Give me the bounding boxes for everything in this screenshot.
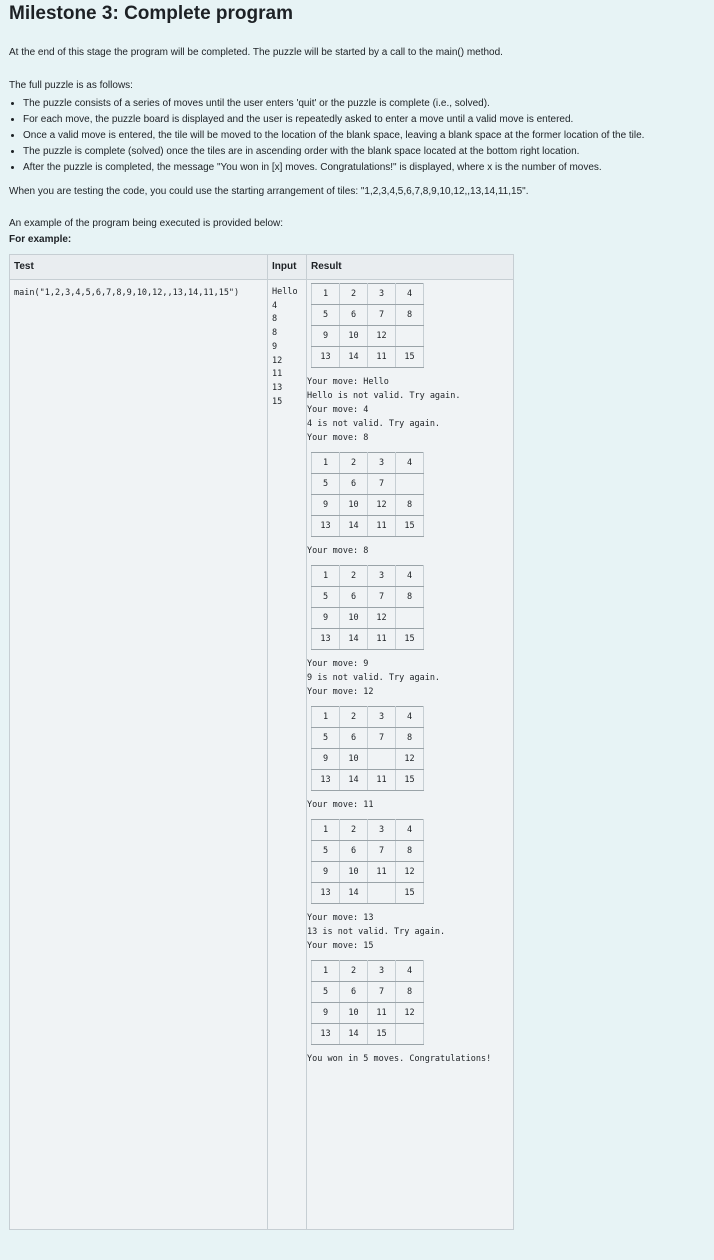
- board-tile: 2: [340, 566, 368, 587]
- test-code: main("1,2,3,4,5,6,7,8,9,10,12,,13,14,11,15"): [14, 288, 240, 298]
- board-tile: 2: [340, 707, 368, 728]
- testing-note: When you are testing the code, you could use the starting arrangement of tiles: "1,2,3,4,5,6,7,8,9,10,12,,13,14,11,15".: [9, 186, 529, 197]
- board-tile: 9: [312, 608, 340, 629]
- board-tile: 4: [396, 453, 424, 474]
- rules-list: [9, 96, 644, 176]
- board-tile: 14: [340, 770, 368, 791]
- board-tile: 5: [312, 474, 340, 495]
- board-tile: 9: [312, 862, 340, 883]
- board-row: [312, 495, 424, 516]
- board-tile: 6: [340, 728, 368, 749]
- console-line: Your move: 8: [307, 433, 369, 443]
- full-puzzle-heading: The full puzzle is as follows:: [9, 80, 133, 91]
- puzzle-board: [311, 565, 424, 650]
- board-tile: 10: [340, 326, 368, 347]
- board-row: [312, 820, 424, 841]
- board-tile: 8: [396, 495, 424, 516]
- board-tile: 5: [312, 841, 340, 862]
- intro-text: At the end of this stage the program will be completed. The puzzle will be started by a call to the main() method.: [9, 47, 503, 58]
- example-intro: An example of the program being executed is provided below:: [9, 218, 284, 229]
- console-line: 13 is not valid. Try again.: [307, 927, 446, 937]
- board-tile: 9: [312, 749, 340, 770]
- board-row: [312, 453, 424, 474]
- board-tile: 7: [368, 841, 396, 862]
- board-tile: 3: [368, 284, 396, 305]
- example-table: [9, 254, 514, 1230]
- list-item: • After the puzzle is completed, the message "You won in [x] moves. Congratulations!" is displayed, where x is the number of moves.: [23, 160, 644, 176]
- board-row: [312, 305, 424, 326]
- board-tile: 14: [340, 1024, 368, 1045]
- board-tile: 3: [368, 820, 396, 841]
- board-tile: 7: [368, 474, 396, 495]
- board-row: [312, 770, 424, 791]
- board-tile: 5: [312, 728, 340, 749]
- board-tile: 3: [368, 453, 396, 474]
- board-tile: 6: [340, 841, 368, 862]
- board-tile: 1: [312, 453, 340, 474]
- board-row: [312, 862, 424, 883]
- board-tile: 3: [368, 707, 396, 728]
- console-line: Your move: Hello: [307, 377, 389, 387]
- board-tile: [396, 1024, 424, 1045]
- puzzle-board: [311, 819, 424, 904]
- board-row: [312, 566, 424, 587]
- board-tile: 8: [396, 305, 424, 326]
- board-row: [312, 474, 424, 495]
- board-tile: [396, 608, 424, 629]
- board-tile: 8: [396, 587, 424, 608]
- board-row: [312, 608, 424, 629]
- board-tile: 15: [396, 629, 424, 650]
- board-row: [312, 326, 424, 347]
- board-tile: 9: [312, 495, 340, 516]
- board-row: [312, 629, 424, 650]
- table-row: [10, 280, 514, 1230]
- board-tile: 8: [396, 982, 424, 1003]
- board-tile: 10: [340, 608, 368, 629]
- puzzle-board: [311, 960, 424, 1045]
- board-tile: 4: [396, 961, 424, 982]
- board-tile: 2: [340, 453, 368, 474]
- board-tile: 4: [396, 284, 424, 305]
- console-line: Your move: 8: [307, 546, 369, 556]
- board-row: [312, 982, 424, 1003]
- console-line: 9 is not valid. Try again.: [307, 673, 441, 683]
- board-tile: 6: [340, 587, 368, 608]
- console-line: Your move: 13: [307, 913, 374, 923]
- board-tile: 1: [312, 284, 340, 305]
- board-tile: 5: [312, 587, 340, 608]
- board-tile: 11: [368, 770, 396, 791]
- board-tile: 15: [396, 883, 424, 904]
- board-row: [312, 347, 424, 368]
- puzzle-board: [311, 706, 424, 791]
- board-tile: 11: [368, 347, 396, 368]
- board-row: [312, 284, 424, 305]
- board-tile: 14: [340, 883, 368, 904]
- board-tile: 10: [340, 862, 368, 883]
- board-tile: 14: [340, 516, 368, 537]
- board-tile: 10: [340, 749, 368, 770]
- board-tile: 5: [312, 305, 340, 326]
- board-row: [312, 1003, 424, 1024]
- board-tile: 4: [396, 707, 424, 728]
- console-line: Your move: 15: [307, 941, 374, 951]
- puzzle-board: [311, 452, 424, 537]
- board-tile: 15: [396, 516, 424, 537]
- board-row: [312, 707, 424, 728]
- board-tile: 11: [368, 1003, 396, 1024]
- board-tile: 4: [396, 566, 424, 587]
- board-tile: 14: [340, 347, 368, 368]
- header-result: Result: [307, 255, 514, 280]
- board-tile: 13: [312, 770, 340, 791]
- board-row: [312, 587, 424, 608]
- board-tile: 14: [340, 629, 368, 650]
- board-tile: 11: [368, 516, 396, 537]
- board-tile: 11: [368, 629, 396, 650]
- board-tile: 13: [312, 883, 340, 904]
- board-tile: 2: [340, 820, 368, 841]
- board-row: [312, 749, 424, 770]
- board-tile: 6: [340, 305, 368, 326]
- board-tile: 8: [396, 728, 424, 749]
- board-tile: 7: [368, 305, 396, 326]
- console-line: Your move: 12: [307, 687, 374, 697]
- list-item: • The puzzle consists of a series of moves until the user enters 'quit' or the puzzle is complete (i.e., solved).: [23, 96, 644, 112]
- board-row: [312, 1024, 424, 1045]
- board-tile: 12: [368, 495, 396, 516]
- board-tile: [396, 326, 424, 347]
- board-tile: 9: [312, 326, 340, 347]
- header-test: Test: [10, 255, 268, 280]
- input-text: Hello 4 8 8 9 12 11 13 15: [272, 287, 298, 407]
- board-tile: 6: [340, 474, 368, 495]
- board-tile: 8: [396, 841, 424, 862]
- board-tile: [368, 749, 396, 770]
- board-tile: 1: [312, 566, 340, 587]
- puzzle-board: [311, 283, 424, 368]
- board-row: [312, 728, 424, 749]
- board-tile: 7: [368, 982, 396, 1003]
- board-tile: 12: [368, 326, 396, 347]
- board-tile: 12: [396, 862, 424, 883]
- board-tile: 15: [368, 1024, 396, 1045]
- result-output: [307, 283, 513, 1070]
- console-line: Hello is not valid. Try again.: [307, 391, 461, 401]
- board-tile: 1: [312, 961, 340, 982]
- board-tile: 7: [368, 587, 396, 608]
- board-tile: 2: [340, 961, 368, 982]
- board-row: [312, 841, 424, 862]
- board-tile: 9: [312, 1003, 340, 1024]
- board-tile: 3: [368, 566, 396, 587]
- board-row: [312, 516, 424, 537]
- for-example-label: For example:: [9, 234, 72, 245]
- board-tile: 12: [396, 749, 424, 770]
- board-row: [312, 883, 424, 904]
- board-tile: 1: [312, 707, 340, 728]
- console-line: Your move: 9: [307, 659, 369, 669]
- board-tile: [396, 474, 424, 495]
- test-cell: [10, 280, 268, 1230]
- board-tile: 10: [340, 495, 368, 516]
- board-tile: 3: [368, 961, 396, 982]
- board-tile: 12: [396, 1003, 424, 1024]
- board-tile: 6: [340, 982, 368, 1003]
- board-tile: 4: [396, 820, 424, 841]
- page-title: Milestone 3: Complete program: [9, 3, 293, 24]
- console-line: You won in 5 moves. Congratulations!: [307, 1054, 492, 1064]
- result-cell: [307, 280, 514, 1230]
- board-tile: 2: [340, 284, 368, 305]
- board-tile: 5: [312, 982, 340, 1003]
- list-item: • The puzzle is complete (solved) once the tiles are in ascending order with the blank space located at the bottom right location.: [23, 144, 644, 160]
- board-tile: 13: [312, 629, 340, 650]
- board-tile: 10: [340, 1003, 368, 1024]
- console-line: 4 is not valid. Try again.: [307, 419, 441, 429]
- list-item: • For each move, the puzzle board is displayed and the user is repeatedly asked to enter a move until a valid move is entered.: [23, 112, 644, 128]
- board-row: [312, 961, 424, 982]
- board-tile: 13: [312, 347, 340, 368]
- board-tile: [368, 883, 396, 904]
- board-tile: 15: [396, 770, 424, 791]
- board-tile: 13: [312, 516, 340, 537]
- console-line: Your move: 11: [307, 800, 374, 810]
- console-line: Your move: 4: [307, 405, 369, 415]
- board-tile: 11: [368, 862, 396, 883]
- board-tile: 15: [396, 347, 424, 368]
- board-tile: 1: [312, 820, 340, 841]
- header-input: Input: [268, 255, 307, 280]
- board-tile: 12: [368, 608, 396, 629]
- list-item: • Once a valid move is entered, the tile will be moved to the location of the blank space, leaving a blank space at the former location of the tile.: [23, 128, 644, 144]
- board-tile: 13: [312, 1024, 340, 1045]
- input-cell: [268, 280, 307, 1230]
- board-tile: 7: [368, 728, 396, 749]
